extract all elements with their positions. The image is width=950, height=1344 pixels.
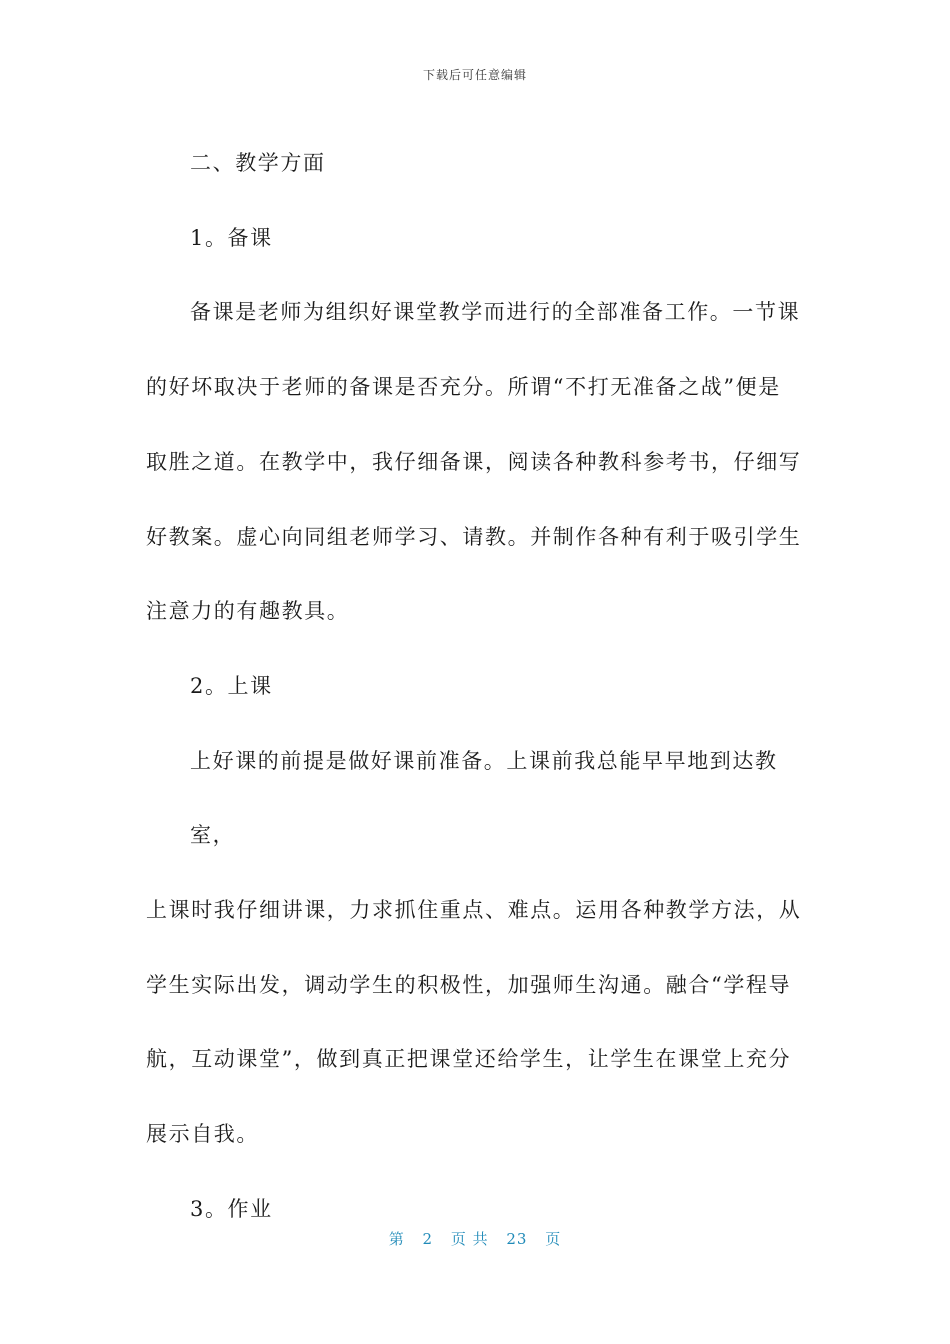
- paragraph-line: 注意力的有趣教具。: [146, 599, 350, 624]
- paragraph-line: 备课是老师为组织好课堂教学而进行的全部准备工作。一节课: [190, 300, 801, 325]
- item-2-heading: 2。上课: [190, 673, 273, 698]
- footer-label-total: 页 共: [450, 1230, 489, 1248]
- total-pages-number: 23: [506, 1230, 528, 1248]
- document-body: [146, 126, 806, 1247]
- paragraph-line: 上课时我仔细讲课，力求抓住重点、难点。运用各种教学方法，从: [146, 898, 802, 923]
- paragraph-line: 上好课的前提是做好课前准备。上课前我总能早早地到达教室，: [190, 748, 778, 848]
- paragraph-line: 展示自我。: [146, 1122, 259, 1147]
- footer-label-end: 页: [545, 1230, 562, 1248]
- paragraph-line: 好教案。虚心向同组老师学习、请教。并制作各种有利于吸引学生: [146, 524, 802, 549]
- page-footer: [0, 1228, 950, 1249]
- paragraph-line: 学生实际出发，调动学生的积极性，加强师生沟通。融合“学程导: [146, 972, 792, 997]
- item-1-heading: 1。备课: [190, 225, 273, 250]
- current-page-number: 2: [422, 1230, 434, 1248]
- paragraph-line: 的好坏取决于老师的备课是否充分。所谓“不打无准备之战”便是: [146, 375, 781, 400]
- footer-label-page: 第: [388, 1230, 405, 1248]
- paragraph-line: 航，互动课堂”，做到真正把课堂还给学生，让学生在课堂上充分: [146, 1047, 792, 1072]
- section-heading: 二、教学方面: [190, 151, 326, 175]
- item-3-heading: 3。作业: [190, 1196, 273, 1221]
- paragraph-line: 取胜之道。在教学中，我仔细备课，阅读各种教科参考书，仔细写: [146, 449, 802, 474]
- header-note: 下载后可任意编辑: [422, 68, 527, 82]
